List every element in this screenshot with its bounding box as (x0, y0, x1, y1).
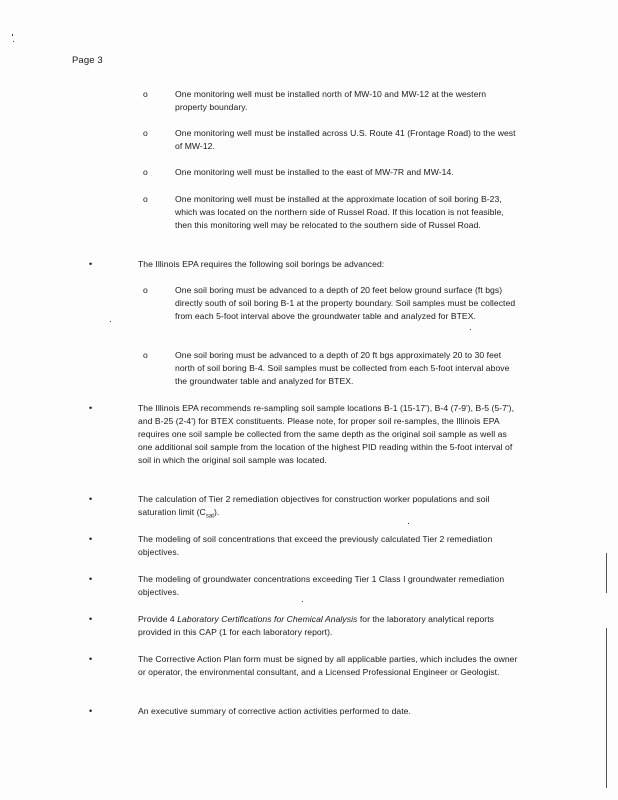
subscript-sat: sat (205, 513, 214, 520)
bullet-marker: • (89, 403, 93, 413)
list-item-text-italic: Laboratory Certifications for Chemical Analysis (177, 614, 358, 624)
bullet-marker: • (89, 574, 93, 584)
scan-speck (12, 34, 13, 36)
list-item-text: An executive summary of corrective action activities performed to date. (138, 706, 411, 716)
list-item-text: One soil boring must be advanced to a depth of 20 feet below ground surface (ft bgs) directly south of soil boring B-1 at the property boundary. Soil samples must be collected from each 5-foot interval above the groundwater table and analyzed for BTEX. (175, 285, 516, 321)
scan-edge-mark (606, 628, 607, 788)
list-item-text: One monitoring well must be installed across U.S. Route 41 (Frontage Road) to the west of MW-12. (175, 128, 516, 151)
list-item-text: The calculation of Tier 2 remediation objectives for construction worker populations and soil saturation limit (C (138, 494, 490, 517)
list-item-modeling-groundwater (89, 573, 523, 599)
list-item-text-prefix: Provide 4 (138, 614, 178, 624)
list-item-cap-form (89, 653, 523, 679)
list-item-monitoring-well-east (143, 166, 520, 179)
bullet-marker: • (89, 259, 93, 269)
list-item-text: One monitoring well must be installed north of MW-10 and MW-12 at the western property boundary. (175, 89, 487, 112)
list-item-text: The Corrective Action Plan form must be signed by all applicable parties, which includes the owner or operator, the environmental consultant, and a Licensed Professional Engineer or Geologist. (138, 654, 518, 677)
bullet-marker: • (89, 614, 93, 624)
list-item-text: One monitoring well must be installed at the approximate location of soil boring B-23, which was located on the northern side of Russel Road. If this location is not feasible, then this monitoring well may be relocated to the southern side of Russel Road. (175, 194, 504, 230)
scan-speck (110, 321, 111, 322)
sub-bullet-marker: o (143, 89, 148, 99)
list-item-text: The modeling of soil concentrations that exceed the previously calculated Tier 2 remediation objectives. (138, 534, 493, 557)
scan-speck (13, 41, 14, 42)
list-item-text: One monitoring well must be installed to the east of MW-7R and MW-14. (175, 167, 454, 177)
list-item-monitoring-well-north (143, 88, 520, 114)
scan-speck (408, 523, 409, 524)
sub-bullet-marker: o (143, 285, 148, 295)
sub-bullet-marker: o (143, 167, 148, 177)
list-item-tier2-calculation (89, 493, 523, 524)
page-number: Page 3 (72, 55, 103, 66)
list-item-soil-boring-b4 (143, 349, 520, 388)
list-item-text: One soil boring must be advanced to a depth of 20 ft bgs approximately 20 to 30 feet north of soil boring B-4. Soil samples must be collected from each 5-foot interval above the groundwater table and analyzed for BTEX. (175, 350, 510, 386)
scan-speck (302, 601, 303, 602)
list-item-text: The modeling of groundwater concentrations exceeding Tier 1 Class I groundwater remediation objectives. (138, 574, 505, 597)
sub-bullet-marker: o (143, 128, 148, 138)
list-item-soil-boring-b1 (143, 284, 520, 323)
list-item-text-end: ). (213, 507, 220, 517)
bullet-marker: • (89, 706, 93, 716)
list-item-lab-certifications (89, 613, 523, 639)
bullet-marker: • (89, 654, 93, 664)
list-item-text: The Illinois EPA recommends re-sampling soil sample locations B-1 (15-17'), B-4 (7-9'), B-5 (5-7'), and B-25 (2-4') for BTEX constituents. Please note, for proper soil re-samples, the Illinois EPA requires one soil sample be collected from the same depth as the original soil sample as well as one additional soil sample from the location of the highest PID reading within the 5-foot interval of soil in which the original soil sample was located. (138, 403, 515, 465)
list-item-resampling (89, 402, 523, 467)
list-item-modeling-soil (89, 533, 523, 559)
bullet-marker: • (89, 494, 93, 504)
list-item-soil-borings (89, 258, 523, 271)
list-item-monitoring-well-route41 (143, 127, 520, 153)
bullet-marker: • (89, 534, 93, 544)
list-item-text-suffix: for the laboratory analytical reports provided in this CAP (1 for each laboratory report). (138, 614, 494, 637)
sub-bullet-marker: o (143, 350, 148, 360)
list-item-monitoring-well-b23 (143, 193, 520, 232)
sub-bullet-marker: o (143, 194, 148, 204)
list-item-text: The Illinois EPA requires the following soil borings be advanced: (138, 259, 385, 269)
scan-edge-mark (606, 553, 607, 593)
list-item-executive-summary (89, 705, 523, 718)
scan-speck (470, 329, 471, 330)
